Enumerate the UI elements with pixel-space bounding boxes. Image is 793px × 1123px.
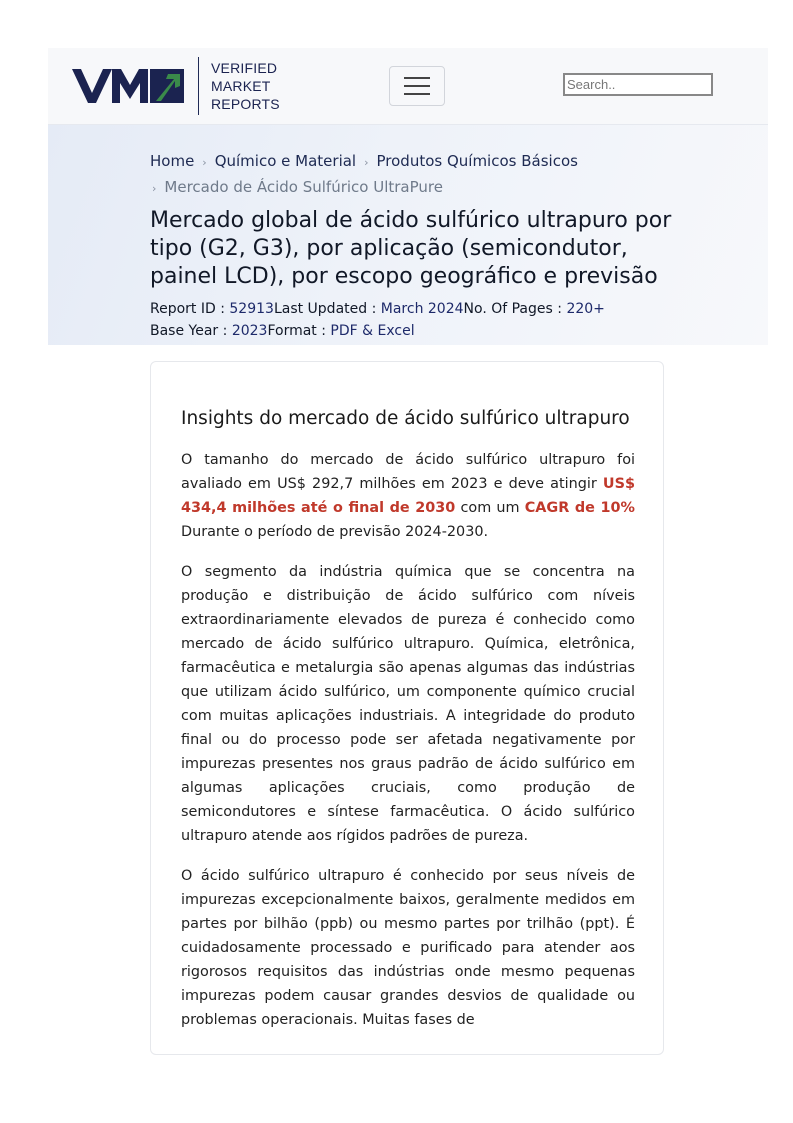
pages-label: No. Of Pages : [463, 301, 567, 317]
hamburger-icon[interactable] [389, 66, 445, 106]
meta-line-2 [150, 320, 690, 342]
breadcrumb-chemical-material[interactable]: Químico e Material [214, 152, 357, 170]
pages-value: 220+ [566, 301, 605, 317]
logo-line-reports: REPORTS [211, 96, 280, 112]
insights-paragraph-2: O segmento da indústria química que se concentra na produção e distribuição de ácido sulfúrico com níveis extraordinariamente elevados de pureza é conhecido como mercado de ácido sulfúrico ultrapuro. Química, eletrônica, farmacêutica e metalurgia são apenas algumas das indústrias que utilizam ácido sulfúrico, um componente químico crucial com muitas aplicações industriais. A integridade do produto final ou do processo pode ser afetada negativamente por impurezas presentes nos graus padrão de ácido sulfúrico em algumas aplicações cruciais, como produção de semicondutores e síntese farmacêutica. O ácido sulfúrico ultrapuro atende aos rígidos padrões de pureza. [181, 564, 635, 844]
insights-content [181, 406, 635, 1048]
vmr-logo-icon [72, 67, 184, 105]
page-title: Mercado global de ácido sulfúrico ultrapuro por tipo (G2, G3), por aplicação (semicondutor, painel LCD), por escopo geográfico e previsão [150, 208, 672, 289]
search-input[interactable] [563, 73, 713, 96]
logo-divider [198, 57, 199, 115]
report-hero [48, 125, 768, 345]
insights-heading: Insights do mercado de ácido sulfúrico ultrapuro [181, 408, 630, 429]
format-label: Format : [267, 323, 331, 339]
p1-text-a: O tamanho do mercado de ácido sulfúrico ultrapuro foi avaliado em US$ 292,7 milhões em 2023 e deve atingir [181, 452, 635, 492]
p1-text-c: Durante o período de previsão 2024-2030. [181, 524, 489, 540]
p1-highlight-value: US$ 434,4 milhões até o final de 2030 [181, 476, 635, 516]
site-header [48, 48, 768, 125]
logo-text [211, 59, 280, 113]
breadcrumb-current: Mercado de Ácido Sulfúrico UltraPure [164, 178, 443, 196]
base-year-label: Base Year : [150, 323, 232, 339]
insights-paragraph-3: O ácido sulfúrico ultrapuro é conhecido por seus níveis de impurezas excepcionalmente baixos, geralmente medidos em partes por bilhão (ppb) ou mesmo partes por trilhão (ppt). É cuidadosamente processado e purificado para atender aos rigorosos requisitos das indústrias onde mesmo pequenas impurezas podem causar grandes desvios de qualidade ou problemas operacionais. Muitas fases de [181, 868, 635, 1028]
insights-paragraph-1 [181, 448, 635, 544]
logo-line-market: MARKET [211, 78, 271, 94]
chevron-right-icon: › [152, 182, 157, 195]
p1-text-b: com um [455, 500, 525, 516]
format-value: PDF & Excel [330, 323, 415, 339]
chevron-right-icon: › [364, 156, 369, 169]
breadcrumb-basic-chemicals[interactable]: Produtos Químicos Básicos [376, 152, 578, 170]
report-id-value: 52913 [229, 301, 274, 317]
menu-bar [404, 85, 430, 87]
report-id-label: Report ID : [150, 301, 230, 317]
menu-bar [404, 77, 430, 79]
p1-highlight-cagr: CAGR de 10% [524, 500, 635, 516]
breadcrumb [150, 149, 670, 201]
breadcrumb-home[interactable]: Home [150, 152, 195, 170]
last-updated-label: Last Updated : [273, 301, 381, 317]
logo-line-verified: VERIFIED [211, 60, 278, 76]
last-updated-value: March 2024 [380, 301, 464, 317]
site-logo[interactable] [72, 56, 280, 116]
chevron-right-icon: › [202, 156, 207, 169]
report-meta [150, 298, 690, 342]
meta-line-1 [150, 298, 690, 320]
menu-bar [404, 93, 430, 95]
base-year-value: 2023 [231, 323, 268, 339]
insights-card [150, 361, 664, 1055]
